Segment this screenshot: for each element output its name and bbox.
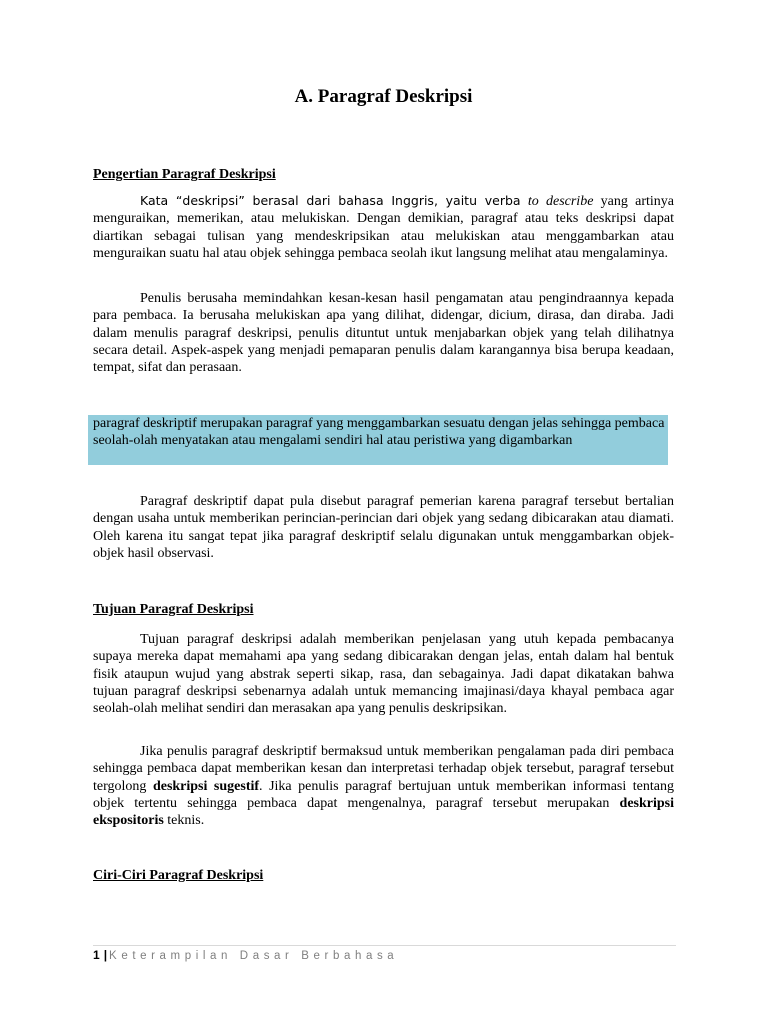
- term-deskripsi-sugestif: deskripsi sugestif: [152, 778, 260, 794]
- page-footer: [93, 948, 398, 962]
- highlight-box: [88, 415, 668, 465]
- section-heading-ciri: Ciri-Ciri Paragraf Deskripsi: [93, 868, 264, 883]
- paragraph-types: [93, 743, 674, 829]
- section-heading-tujuan: Tujuan Paragraf Deskripsi: [93, 602, 254, 617]
- paragraph-pemerian: Paragraf deskriptif dapat pula disebut paragraf pemerian karena paragraf tersebut bertalian dengan usaha untuk memberikan perincian-perincian dari objek yang sedang dibicarakan atau diamati. Oleh karena itu sangat tepat jika paragraf deskriptif selalu digunakan untuk menggambarkan objek-objek hasil observasi.: [93, 494, 674, 561]
- section-heading-pengertian: Pengertian Paragraf Deskripsi: [93, 167, 276, 182]
- paragraph-author-effort: Penulis berusaha memindahkan kesan-kesan hasil pengamatan atau pengindraannya kepada para pembaca. Ia berusaha melukiskan apa yang dilihat, didengar, dicium, dirasa, dan diraba. Jadi dalam menulis paragraf deskripsi, penulis dituntut untuk menjabarkan objek yang telah dilihatnya secara detail. Aspek-aspek yang menjadi pemaparan penulis dalam karangannya bisa berupa keadaan, tempat, sifat dan perasaan.: [93, 291, 674, 376]
- paragraph-definition-start: Kata “deskripsi” berasal dari bahasa Inggris, yaitu verba: [140, 193, 521, 208]
- paragraph-definition-rest: yang artinya menguraikan, memerikan, atau melukiskan. Dengan demikian, paragraf atau teks deskripsi dapat diartikan sebagai tulisan yang mendeskripsikan atau melukiskan atau menggambarkan atau menguraikan suatu hal atau objek sehingga pembaca seolah ikut langsung melihat atau mengalaminya.: [93, 194, 675, 261]
- paragraph-types-end: teknis.: [163, 813, 205, 829]
- paragraph-definition: [93, 192, 674, 262]
- page-title: A. Paragraf Deskripsi: [294, 86, 473, 107]
- footer-title: Keterampilan Dasar Berbahasa: [109, 950, 399, 962]
- paragraph-purpose: Tujuan paragraf deskripsi adalah memberikan penjelasan yang utuh kepada pembacanya supaya mereka dapat memahami apa yang sedang dibicarakan dengan jelas, entah dalam hal bentuk fisik ataupun wujud yang abstrak seperti sikap, rasa, dan sebagainya. Jadi dapat dikatakan bahwa tujuan paragraf deskripsi sebenarnya adalah untuk memancing imajinasi/daya khayal pembaca agar seolah-olah melihat sendiri dan merasakan apa yang penulis deskripsikan.: [93, 632, 674, 717]
- paragraph-definition-italic: to describe: [527, 194, 594, 209]
- footer-divider: [93, 945, 676, 946]
- highlight-definition: paragraf deskriptif merupakan paragraf yang menggambarkan sesuatu dengan jelas sehingga pembaca seolah-olah menyatakan atau mengalami sendiri hal atau peristiwa yang digambarkan: [93, 416, 665, 449]
- page-number: 1: [93, 948, 100, 962]
- term-deskripsi-ekspositoris: deskripsi ekspositoris: [93, 795, 674, 829]
- paragraph-types-start: Jika penulis paragraf deskriptif bermaksud untuk memberikan pengalaman pada diri pembaca sehingga pembaca dapat memberikan kesan dan interpretasi terhadap objek tersebut, paragraf tersebut tergolong: [93, 744, 674, 794]
- paragraph-types-middle: . Jika penulis paragraf bertujuan untuk memberikan informasi tentang objek tertentu sehingga pembaca dapat mengenalnya, paragraf tersebut merupakan: [93, 778, 674, 811]
- footer-separator: |: [103, 948, 108, 962]
